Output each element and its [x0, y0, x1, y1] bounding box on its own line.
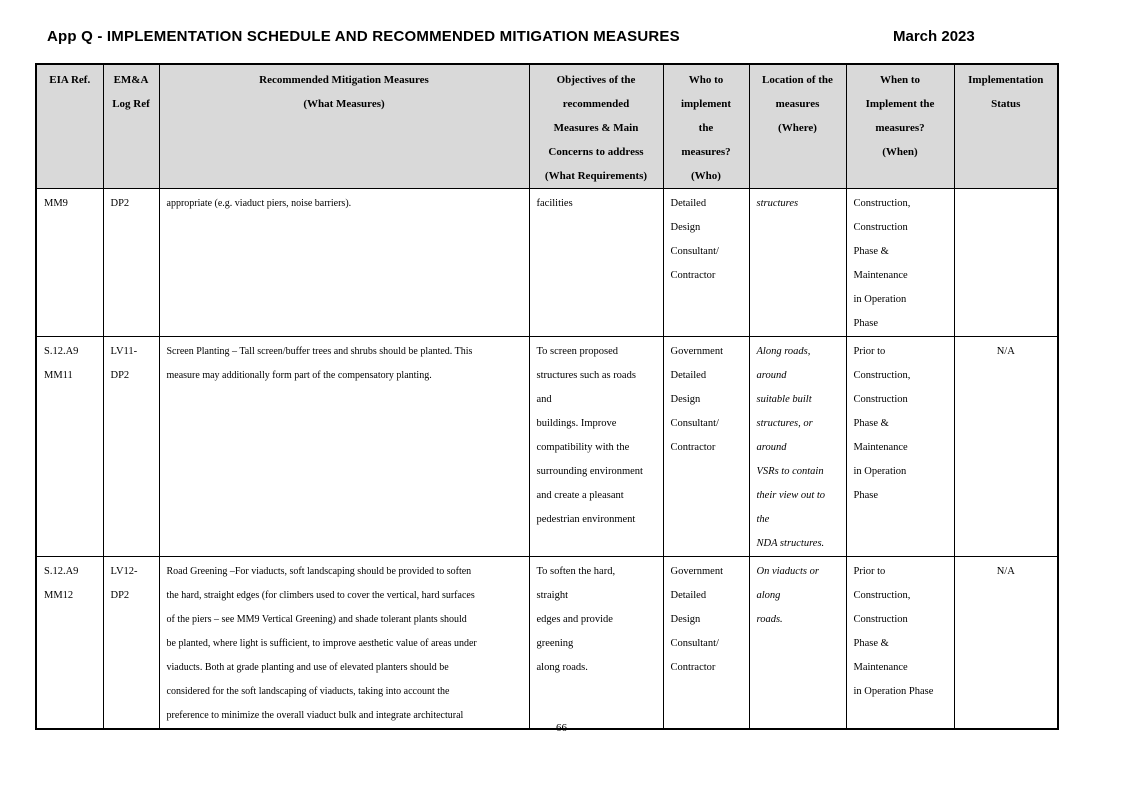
document-title: App Q - IMPLEMENTATION SCHEDULE AND RECOMMENDED MITIGATION MEASURES	[47, 28, 680, 45]
cell-objectives: To soften the hard, straight edges and provide greening along roads.	[529, 557, 663, 730]
cell-who: Government Detailed Design Consultant/ Contractor	[663, 337, 749, 557]
cell-when: Construction, Construction Phase & Maintenance in Operation Phase	[846, 189, 954, 337]
cell-measures: Screen Planting – Tall screen/buffer trees and shrubs should be planted. This measure may additionally form part of the compensatory planting.	[159, 337, 529, 557]
cell-eia-ref: MM9	[36, 189, 103, 337]
column-header-ema-log-ref: EM&A Log Ref	[103, 64, 159, 189]
cell-status	[954, 189, 1058, 337]
table-row	[36, 557, 1058, 730]
cell-location: On viaducts or along roads.	[749, 557, 846, 730]
cell-location: structures	[749, 189, 846, 337]
column-header-location: Location of the measures (Where)	[749, 64, 846, 189]
cell-when: Prior to Construction, Construction Phase & Maintenance in Operation Phase	[846, 557, 954, 730]
table-header-row	[36, 64, 1058, 189]
column-header-when: When to Implement the measures? (When)	[846, 64, 954, 189]
cell-ema-log-ref: LV12- DP2	[103, 557, 159, 730]
cell-status: N/A	[954, 557, 1058, 730]
table-row	[36, 189, 1058, 337]
document-date: March 2023	[893, 28, 975, 45]
column-header-status: Implementation Status	[954, 64, 1058, 189]
cell-who: Detailed Design Consultant/ Contractor	[663, 189, 749, 337]
cell-ema-log-ref: DP2	[103, 189, 159, 337]
cell-who: Government Detailed Design Consultant/ Contractor	[663, 557, 749, 730]
cell-when: Prior to Construction, Construction Phase & Maintenance in Operation Phase	[846, 337, 954, 557]
implementation-schedule-table	[35, 63, 1059, 730]
cell-measures: appropriate (e.g. viaduct piers, noise barriers).	[159, 189, 529, 337]
column-header-who: Who to implement the measures? (Who)	[663, 64, 749, 189]
table-row	[36, 337, 1058, 557]
column-header-objectives: Objectives of the recommended Measures & Main Concerns to address (What Requirements)	[529, 64, 663, 189]
cell-location: Along roads, around suitable built structures, or around VSRs to contain their view out to the NDA structures.	[749, 337, 846, 557]
column-header-eia-ref: EIA Ref.	[36, 64, 103, 189]
page-number: 66	[556, 722, 567, 734]
cell-ema-log-ref: LV11- DP2	[103, 337, 159, 557]
cell-eia-ref: S.12.A9 MM12	[36, 557, 103, 730]
cell-measures: Road Greening –For viaducts, soft landscaping should be provided to soften the hard, straight edges (for climbers used to cover the vertical, hard surfaces of the piers – see MM9 Vertical Greening) and shade tolerant plants should be planted, where light is sufficient, to improve aesthetic value of areas under viaducts. Both at grade planting and use of elevated planters should be considered for the soft landscaping of viaducts, taking into account the preference to minimize the overall viaduct bulk and integrate architectural	[159, 557, 529, 730]
cell-objectives: facilities	[529, 189, 663, 337]
cell-eia-ref: S.12.A9 MM11	[36, 337, 103, 557]
cell-objectives: To screen proposed structures such as roads and buildings. Improve compatibility with the surrounding environment and create a pleasant pedestrian environment	[529, 337, 663, 557]
column-header-measures: Recommended Mitigation Measures (What Measures)	[159, 64, 529, 189]
cell-status: N/A	[954, 337, 1058, 557]
